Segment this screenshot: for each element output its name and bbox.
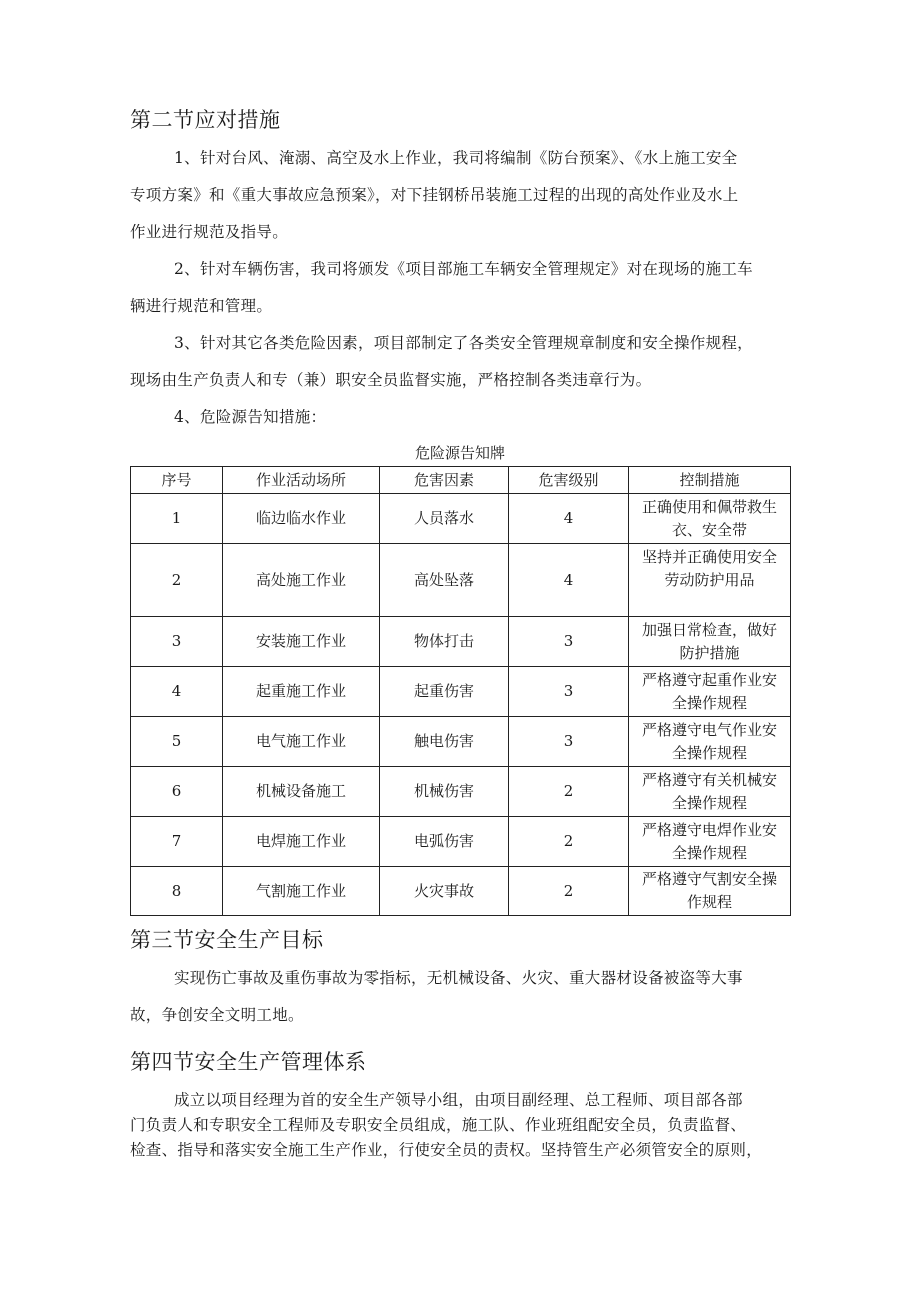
table-header-row [131,467,791,494]
section2-paragraph-4 [130,399,792,436]
table-row [131,817,791,867]
control-line: 全操作规程 [671,743,747,762]
section2-title: 第二节应对措施 [130,108,281,132]
paragraph-line: 辆进行规范和管理。 [130,297,273,315]
header-factor: 危害因素 [380,467,509,494]
paragraph-line: 作业进行规范及指导。 [130,223,289,241]
table-row [131,494,791,544]
cell-no: 7 [131,817,223,867]
cell-no: 2 [131,544,223,617]
paragraph-line: 实现伤亡事故及重伤事故为零指标，无机械设备、火灾、重大器材设备被盗等大事 [174,969,743,987]
section2-paragraph-1 [130,140,792,251]
table-row [131,667,791,717]
cell-level: 3 [509,617,629,667]
cell-level: 4 [509,494,629,544]
cell-control [629,867,791,916]
cell-factor: 触电伤害 [380,717,509,767]
cell-no: 1 [131,494,223,544]
section3-title: 第三节安全生产目标 [130,928,324,952]
cell-factor: 电弧伤害 [380,817,509,867]
cell-control [629,494,791,544]
control-line: 全操作规程 [671,693,747,712]
section4-paragraph-1 [130,1088,792,1163]
cell-no: 3 [131,617,223,667]
control-line: 坚持并正确使用安全 [641,548,777,566]
cell-level: 2 [509,817,629,867]
control-line: 全操作规程 [671,793,747,812]
paragraph-line: 3、针对其它各类危险因素，项目部制定了各类安全管理规章制度和安全操作规程， [174,334,753,352]
paragraph-line: 专项方案》和《重大事故应急预案》，对下挂钢桥吊装施工过程的出现的高处作业及水上 [130,186,739,204]
cell-control [629,617,791,667]
paragraph-line: 门负责人和专职安全工程师及专职安全员组成，施工队、作业班组配安全员，负责监督、 [130,1116,747,1134]
cell-level: 2 [509,867,629,916]
cell-factor: 高处坠落 [380,544,509,617]
cell-no: 8 [131,867,223,916]
control-line: 严格遵守气割安全操 [641,870,777,888]
cell-no: 6 [131,767,223,817]
cell-factor: 起重伤害 [380,667,509,717]
cell-level: 3 [509,667,629,717]
cell-place: 高处施工作业 [223,544,380,617]
cell-no: 4 [131,667,223,717]
cell-factor: 火灾事故 [380,867,509,916]
cell-control [629,544,791,617]
cell-level: 2 [509,767,629,817]
table-row [131,867,791,916]
control-line: 全操作规程 [671,843,747,862]
control-line: 防护措施 [679,643,740,662]
paragraph-line: 成立以项目经理为首的安全生产领导小组，由项目副经理、总工程师、项目部各部 [174,1091,743,1109]
control-line: 正确使用和佩带救生 [641,497,777,516]
cell-factor: 机械伤害 [380,767,509,817]
table-row [131,767,791,817]
section2-paragraph-2 [130,251,792,325]
cell-place: 机械设备施工 [223,767,380,817]
cell-place: 临边临水作业 [223,494,380,544]
paragraph-line: 4、危险源告知措施： [174,408,327,426]
cell-place: 电焊施工作业 [223,817,380,867]
paragraph-line: 故，争创安全文明工地。 [130,1006,304,1024]
paragraph-line: 现场由生产负责人和专（兼）职安全员监督实施，严格控制各类违章行为。 [130,371,652,389]
cell-factor: 物体打击 [380,617,509,667]
cell-place: 安装施工作业 [223,617,380,667]
section2-paragraph-3 [130,325,792,399]
hazard-table [130,466,791,916]
section3-paragraph-1 [130,960,792,1034]
cell-control [629,667,791,717]
section4-title: 第四节安全生产管理体系 [130,1050,367,1074]
cell-place: 气割施工作业 [223,867,380,916]
header-no: 序号 [131,467,223,494]
table-row [131,544,791,617]
control-line: 作规程 [686,893,732,911]
control-line: 衣、安全带 [671,520,747,539]
control-line: 劳动防护用品 [664,571,755,589]
table-row [131,717,791,767]
cell-place: 电气施工作业 [223,717,380,767]
paragraph-line: 2、针对车辆伤害，我司将颁发《项目部施工车辆安全管理规定》对在现场的施工车 [174,260,753,278]
control-line: 严格遵守有关机械安 [641,770,777,789]
paragraph-line: 检查、指导和落实安全施工生产作业，行使安全员的责权。坚持管生产必须管安全的原则， [130,1141,763,1159]
table-row [131,617,791,667]
cell-control [629,817,791,867]
cell-no: 5 [131,717,223,767]
table-caption: 危险源告知牌 [414,444,505,462]
paragraph-line: 1、针对台风、淹溺、高空及水上作业，我司将编制《防台预案》、《水上施工安全 [174,149,738,167]
cell-control [629,767,791,817]
control-line: 严格遵守起重作业安 [641,670,777,689]
control-line: 严格遵守电气作业安 [641,720,777,739]
cell-level: 4 [509,544,629,617]
cell-place: 起重施工作业 [223,667,380,717]
control-line: 加强日常检查，做好 [641,620,777,639]
header-level: 危害级别 [509,467,629,494]
cell-level: 3 [509,717,629,767]
header-place: 作业活动场所 [223,467,380,494]
control-line: 严格遵守电焊作业安 [641,820,777,839]
cell-factor: 人员落水 [380,494,509,544]
header-control: 控制措施 [629,467,791,494]
cell-control [629,717,791,767]
